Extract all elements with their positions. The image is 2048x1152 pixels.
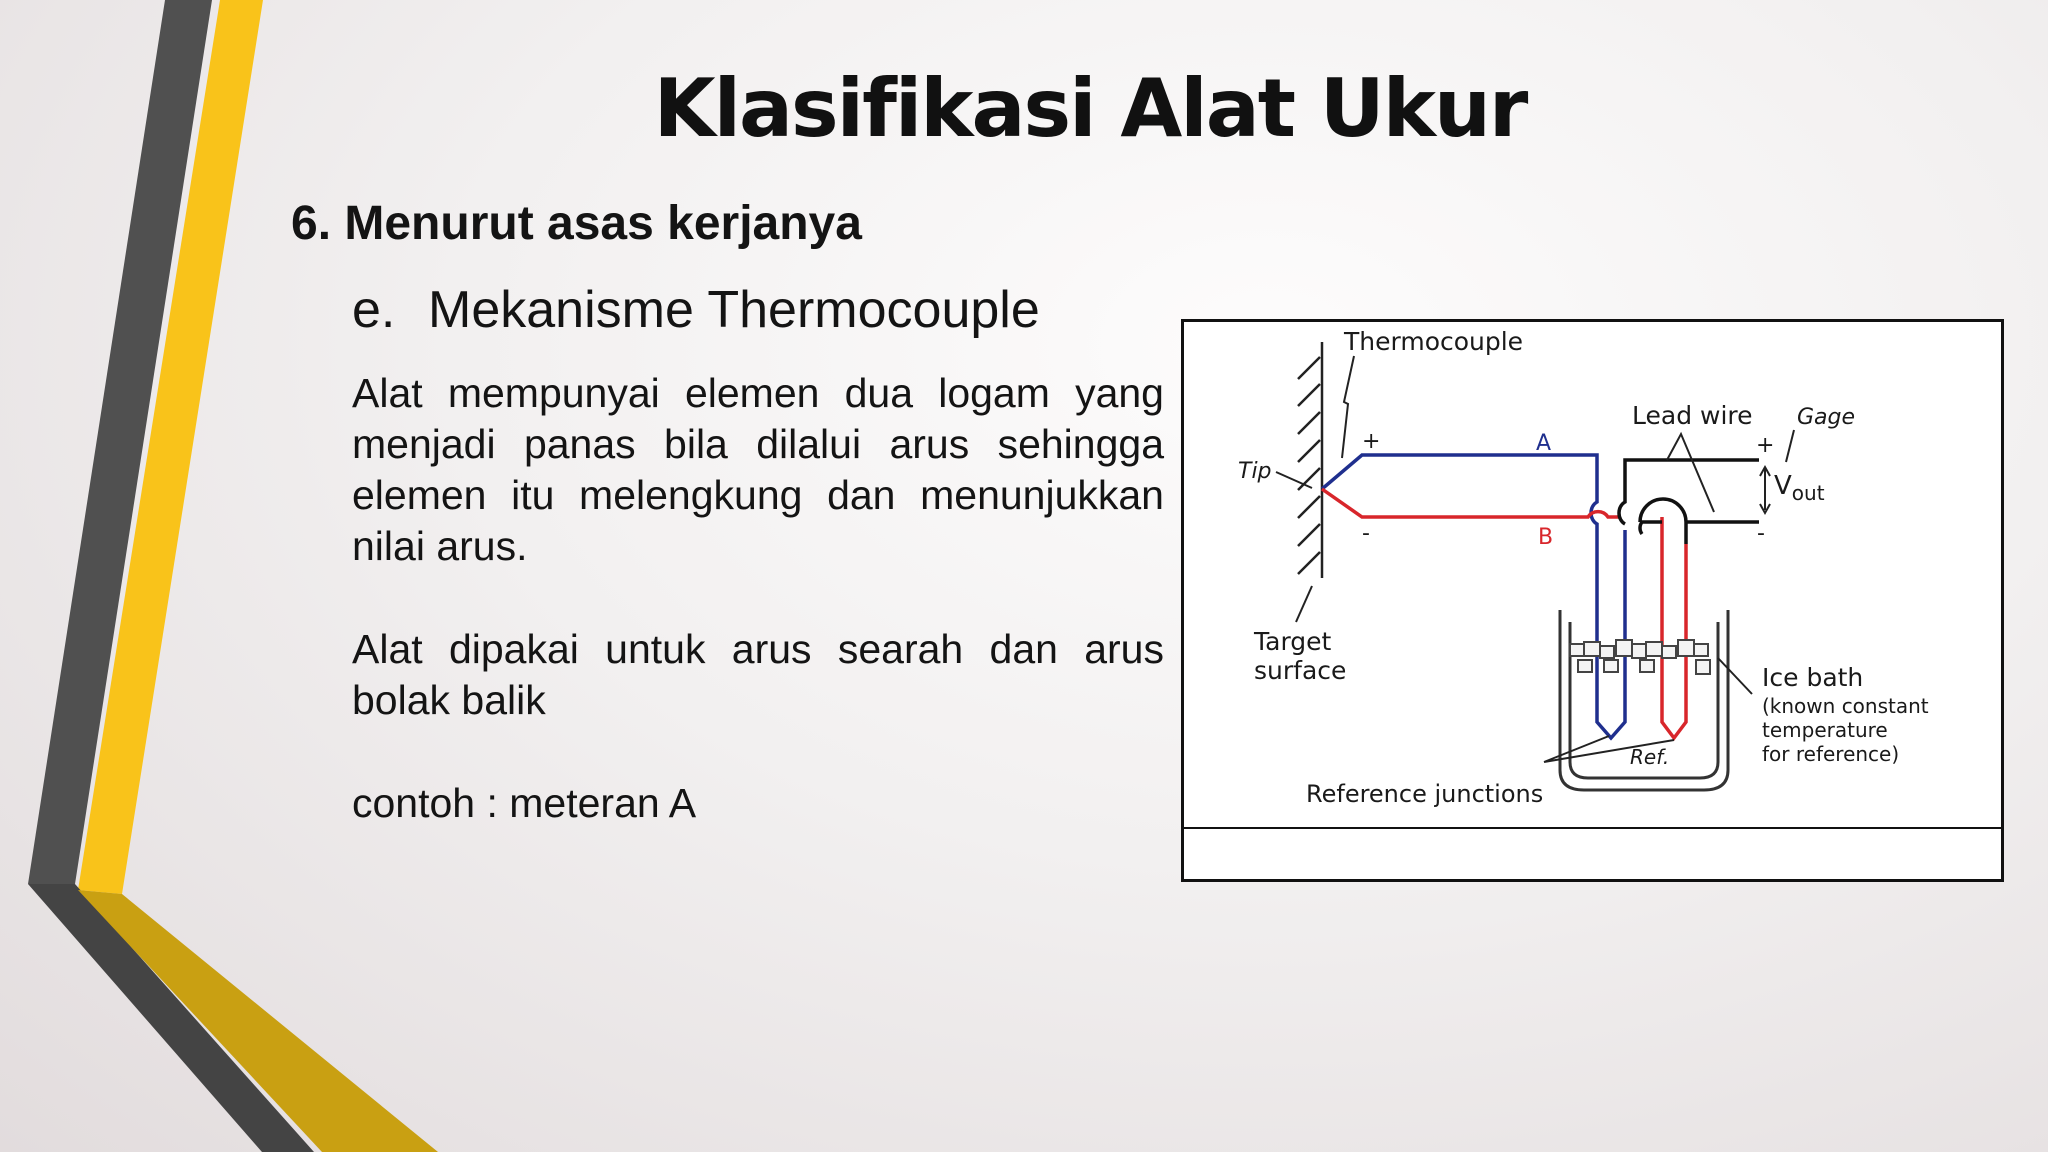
ice-cubes: [1570, 640, 1710, 674]
plus-right-label: +: [1756, 433, 1775, 458]
ice-bath-note-line2: temperature: [1762, 718, 1888, 742]
usage-paragraph: Alat dipakai untuk arus searah dan arus bolak balik: [352, 626, 1164, 723]
slide-title: Klasifikasi Alat Ukur: [653, 62, 1527, 155]
ice-bath-note-line3: for reference): [1762, 742, 1900, 766]
lead-wire-label: Lead wire: [1632, 401, 1753, 430]
subsection-number: e.: [352, 281, 396, 339]
reference-junctions-label: Reference junctions: [1306, 780, 1544, 808]
plus-left-label: +: [1362, 429, 1381, 454]
target-label-line1: Target: [1254, 627, 1332, 656]
description-paragraph: Alat mempunyai elemen dua logam yang menjadi panas bila dilalui arus sehingga elemen itu melengkung dan menunjukkan nilai arus.: [352, 370, 1164, 569]
wire-a: [1322, 455, 1625, 738]
gage-label: Gage: [1797, 405, 1856, 430]
thermocouple-diagram: [1181, 319, 2004, 882]
example-paragraph: contoh : meteran A: [352, 780, 697, 826]
tip-label: Tip: [1238, 459, 1272, 484]
section-heading: 6. Menurut asas kerjanya: [291, 197, 862, 250]
wire-b: [1322, 489, 1686, 738]
lead-wires: [1619, 460, 1759, 544]
target-label-line2: surface: [1254, 656, 1347, 685]
ice-bath-label: Ice bath: [1762, 663, 1864, 692]
ice-bath-note-line1: (known constant: [1762, 694, 1929, 718]
ref-label: Ref.: [1630, 745, 1670, 769]
subsection-heading: [352, 280, 1040, 340]
wire-b-label: B: [1538, 525, 1554, 550]
wire-a-label: A: [1536, 431, 1552, 456]
thermocouple-label: Thermocouple: [1344, 327, 1524, 356]
target-surface-wall: [1298, 342, 1322, 578]
minus-left-label: -: [1362, 521, 1370, 546]
vout-label: $V_{out}$: [1774, 471, 1825, 505]
subsection-text: Mekanisme Thermocouple: [428, 281, 1040, 339]
minus-right-label: -: [1757, 521, 1765, 546]
